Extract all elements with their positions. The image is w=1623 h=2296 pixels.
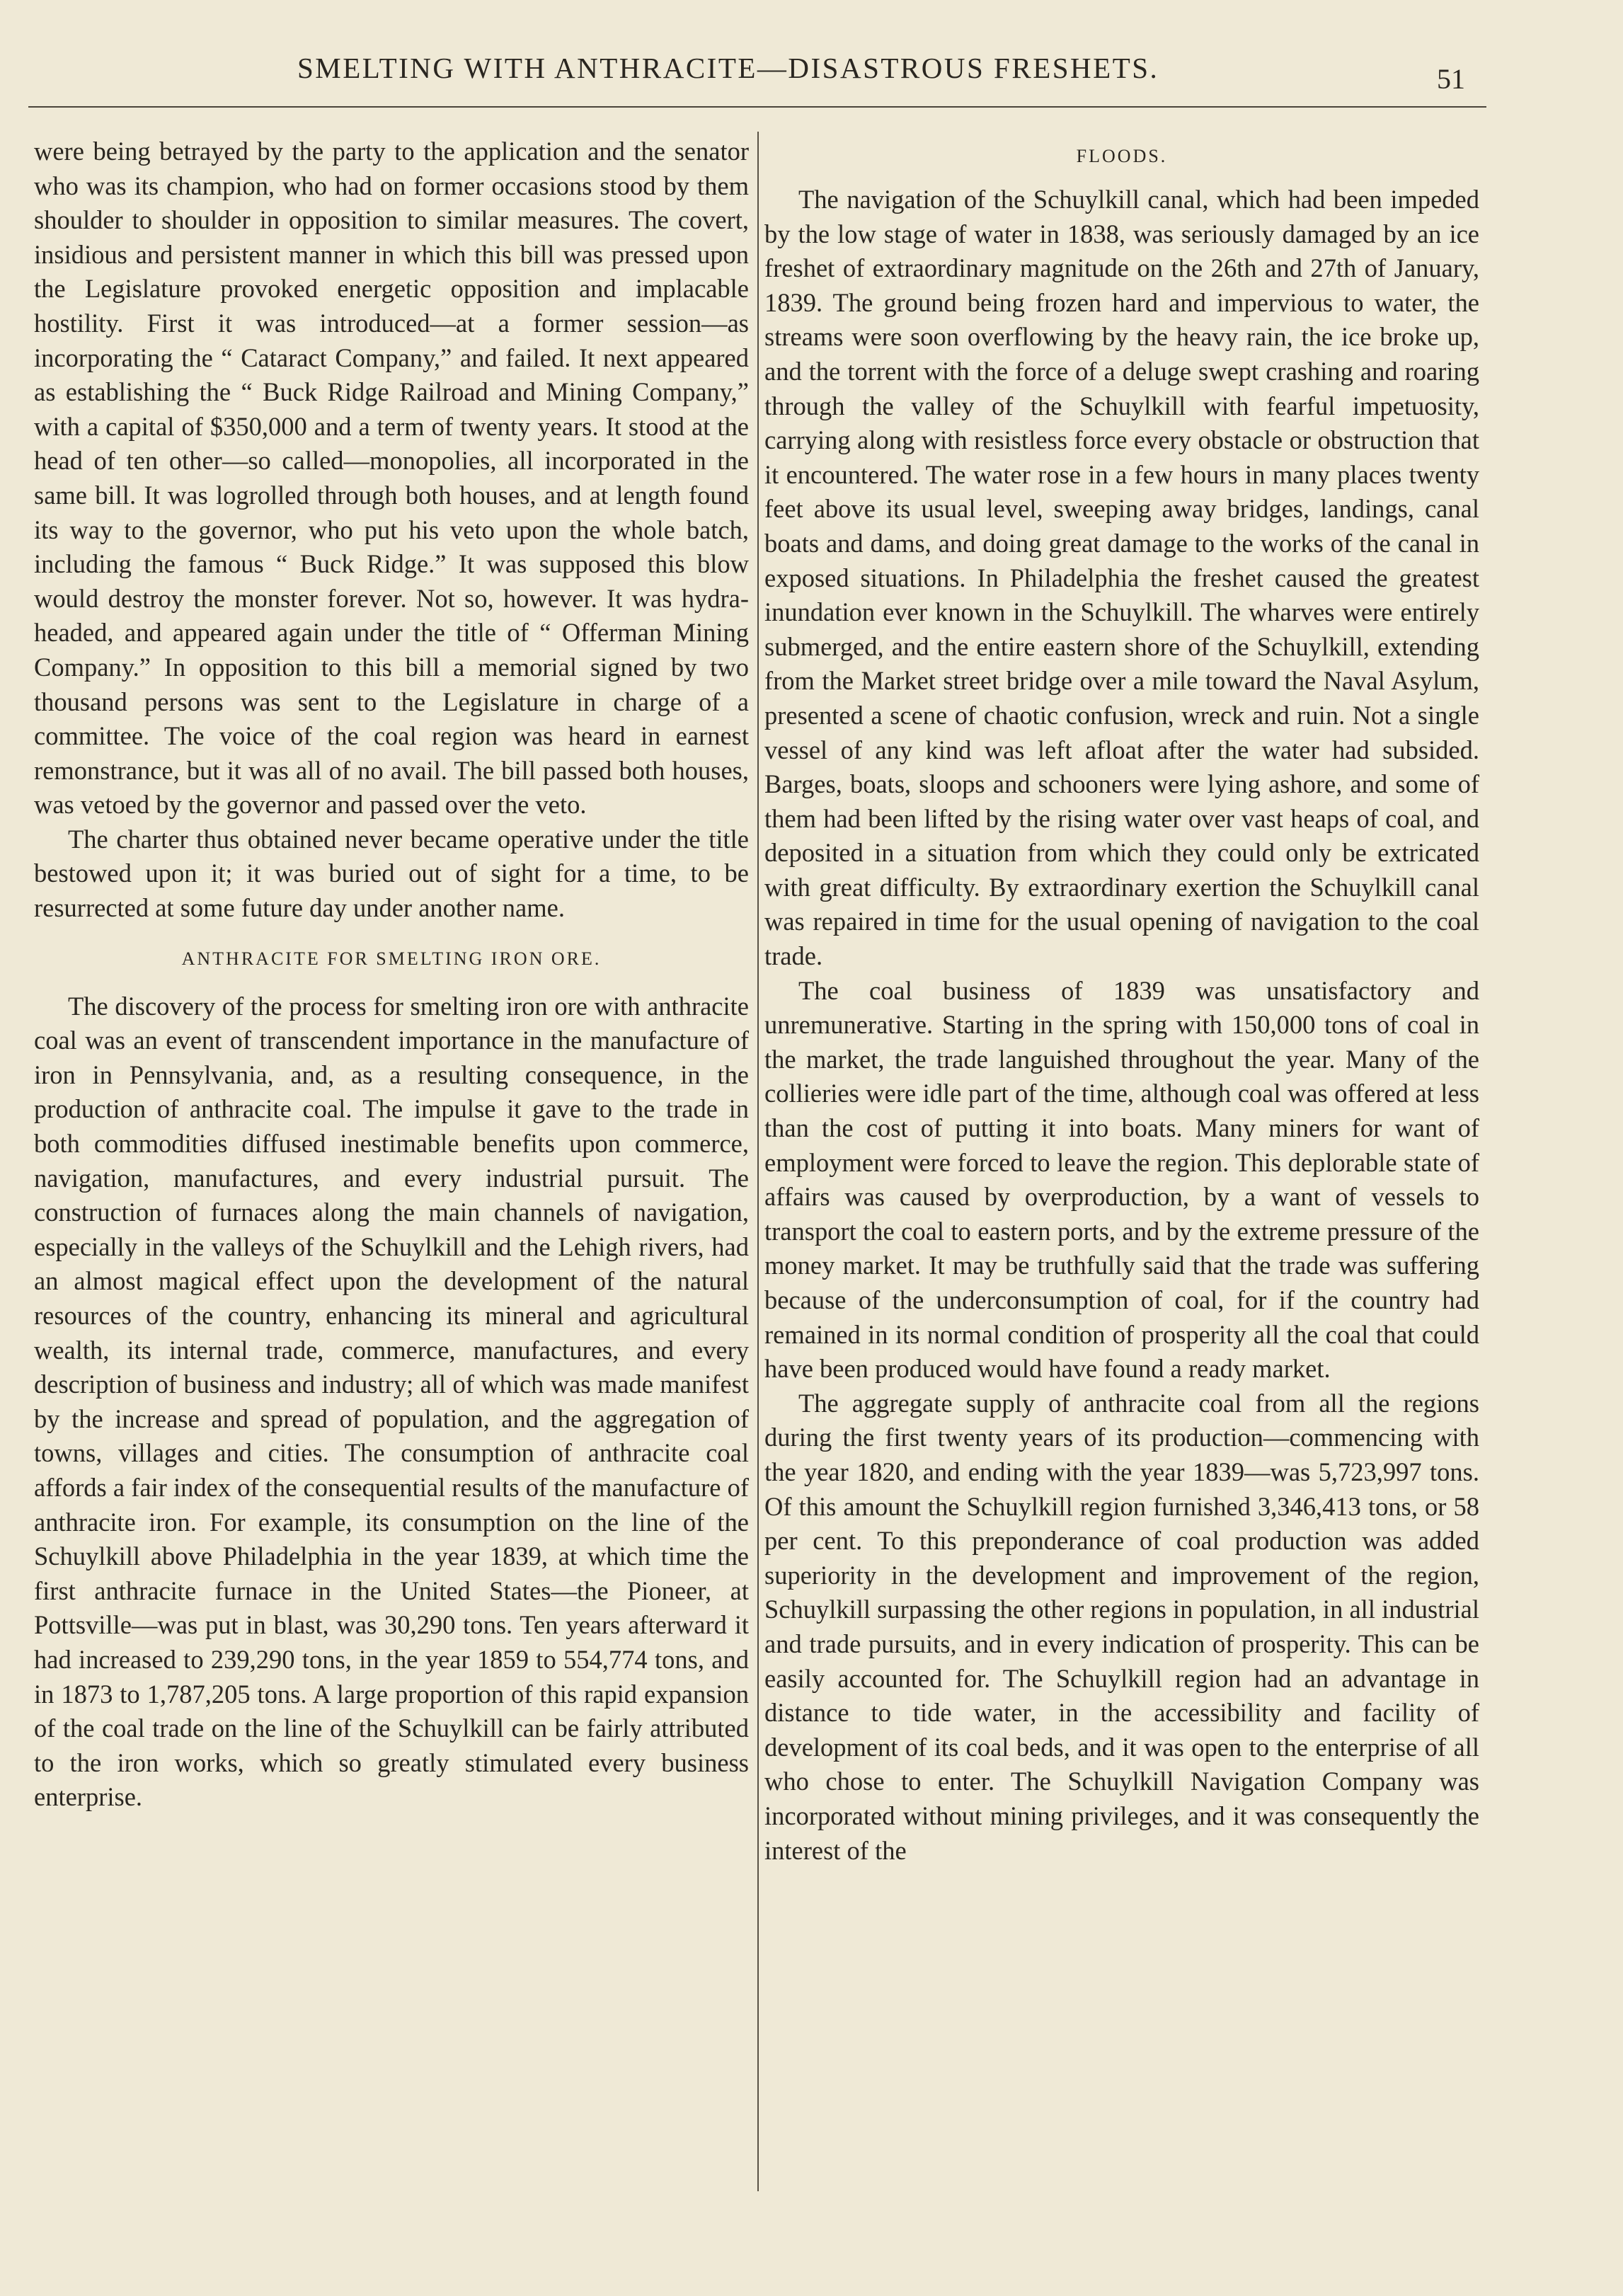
left-paragraph-3: The discovery of the process for smelting iron ore with anthracite coal was an event of transcendent importance in the manufacture of iron in Pennsylvania, and, as a resulting consequence, in the production of anthracite coal. The impulse it gave to the trade in both commodities diffused inestimable benefits upon commerce, navigation, manufactures, and every industrial pursuit. The construction of furnaces along the main channels of navigation, especially in the valleys of the Schuylkill and the Lehigh rivers, had an almost magical effect upon the development of the natural resources of the country, enhancing its mineral and agricultural wealth, its internal trade, commerce, manufactures, and every description of business and industry; all of which was made manifest by the increase and spread of population, and the aggregation of towns, villages and cities. The consumption of anthracite coal affords a fair index of the consequential results of the manufacture of anthracite iron. For example, its consumption on the line of the Schuylkill above Philadelphia in the year 1839, at which time the first anthracite furnace in the United States—the Pioneer, at Pottsville—was put in blast, was 30,290 tons. Ten years afterward it had increased to 239,290 tons, in the year 1859 to 554,774 tons, and in 1873 to 1,787,205 tons. A large proportion of this rapid expansion of the coal trade on the line of the Schuylkill can be fairly attributed to the iron works, which so greatly stimulated every business enterprise. xyxy=(34,991,749,1812)
section-heading-floods: FLOODS. xyxy=(1076,146,1168,166)
right-paragraph-1: The navigation of the Schuylkill canal, which had been impeded by the low stage of water in 1838, was seriously damaged by an ice freshet of extraordinary magnitude on the 26th and 27th of January, 1839. The ground being frozen hard and impervious to water, the streams were soon overflowing by the heavy rain, the ice broke up, and the torrent with the force of a deluge swept crashing and roaring through the valley of the Schuylkill with fearful impetuosity, carrying along with resistless force every obstacle or obstruction that it encountered. The water rose in a few hours in many places twenty feet above its usual level, sweeping away bridges, landings, canal boats and dams, and doing great damage to the works of the canal in exposed situations. In Philadelphia the freshet caused the greatest inundation ever known in the Schuylkill. The wharves were entirely submerged, and the entire eastern shore of the Schuylkill, extending from the Market street bridge over a mile toward the Naval Asylum, presented a scene of chaotic confusion, wreck and ruin. Not a single vessel of any kind was left afloat after the water had subsided. Barges, boats, sloops and schooners were lying ashore, and some of them had been lifted by the rising water over vast heaps of coal, and deposited in a situation from which they could only be extricated with great difficulty. By extraordinary exertion the Schuylkill canal was repaired in time for the usual opening of navigation to the coal trade. xyxy=(764,185,1479,971)
section-heading-anthracite: ANTHRACITE FOR SMELTING IRON ORE. xyxy=(181,948,602,969)
left-paragraph-1: were being betrayed by the party to the application and the senator who was its champion, who had on former occasions stood by them shoulder to shoulder in opposition to similar measures. The covert, insidious and persistent manner in which this bill was pressed upon the Legislature provoked energetic opposition and implacable hostility. First it was introduced—at a former session—as incorporating the “ Cataract Company,” and failed. It next appeared as establishing the “ Buck Ridge Railroad and Mining Company,” with a capital of $350,000 and a term of twenty years. It stood at the head of ten other—so called—monopolies, all incorporated in the same bill. It was logrolled through both houses, and at length found its way to the governor, who put his veto upon the whole batch, including the famous “ Buck Ridge.” It was supposed this blow would destroy the monster forever. Not so, however. It was hydra-headed, and appeared again under the title of “ Offerman Mining Company.” In opposition to this bill a memorial signed by two thousand persons was sent to the Legislature in charge of a committee. The voice of the coal region was heard in earnest remonstrance, but it was all of no avail. The bill passed both houses, was vetoed by the governor and passed over the veto. xyxy=(34,137,749,820)
right-column xyxy=(764,137,1479,1868)
column-divider xyxy=(757,132,759,2191)
header-rule xyxy=(28,106,1486,108)
left-paragraph-2: The charter thus obtained never became operative under the title bestowed upon it; it was buried out of sight for a time, to be resurrected at some future day under another name. xyxy=(34,824,749,923)
right-paragraph-2: The coal business of 1839 was unsatisfactory and unremunerative. Starting in the spring with 150,000 tons of coal in the market, the trade languished throughout the year. Many of the collieries were idle part of the time, although coal was offered at less than the cost of putting it into boats. Many miners for want of employment were forced to leave the region. This deplorable state of affairs was caused by overproduction, by a want of vessels to transport the coal to eastern ports, and by the extreme pressure of the money market. It may be truthfully said that the trade was suffering because of the underconsumption of coal, for if the country had remained in its normal condition of prosperity all the coal that could have been produced would have found a ready market. xyxy=(764,975,1479,1384)
left-column xyxy=(34,134,749,1815)
page-number: 51 xyxy=(1437,63,1465,95)
running-head: SMELTING WITH ANTHRACITE—DISASTROUS FRESHETS. xyxy=(297,52,1159,84)
right-paragraph-3: The aggregate supply of anthracite coal from all the regions during the first twenty years of its production—commencing with the year 1820, and ending with the year 1839—was 5,723,997 tons. Of this amount the Schuylkill region furnished 3,346,413 tons, or 58 per cent. To this preponderance of coal production was added superiority in the development and improvement of the region, Schuylkill surpassing the other regions in population, in all industrial and trade pursuits, and in every indication of prosperity. This can be easily accounted for. The Schuylkill region had an advantage in distance to tide water, in the accessibility and facility of development of its coal beds, and it was open to the enterprise of all who chose to enter. The Schuylkill Navigation Company was incorporated without mining privileges, and it was consequently the interest of the xyxy=(764,1388,1479,1865)
